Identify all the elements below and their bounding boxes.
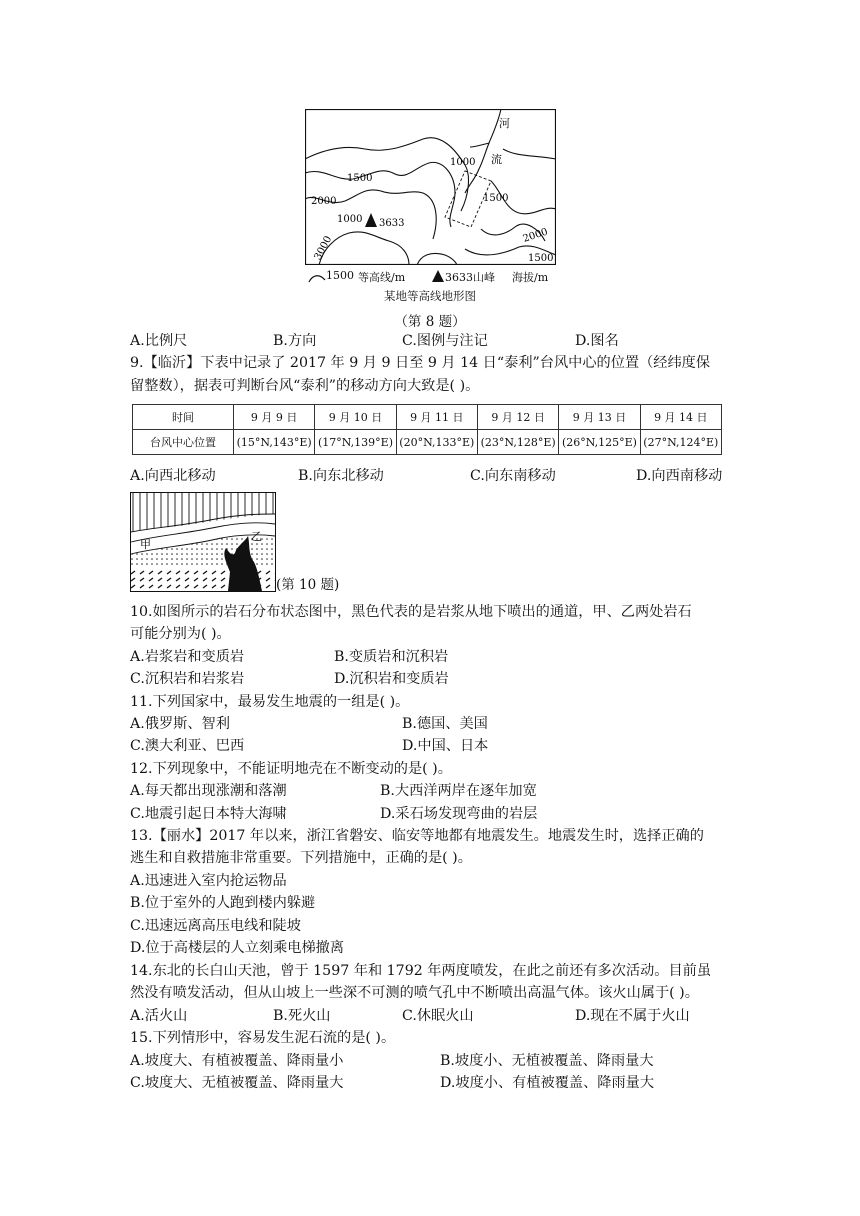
rock-label-jia: 甲 [140,538,151,551]
q12-option-c: C.地震引起日本特大海啸 [130,806,287,822]
table-header-cell: 台风中心位置 [133,430,234,455]
contour-line-icon [308,272,326,284]
legend-contour-value: 1500 [326,269,354,282]
q13-option-a: A.迅速进入室内抢运物品 [130,873,287,889]
contour-label: 1500 [483,193,509,204]
contour-label: 3000 [312,234,335,263]
contour-label: 2000 [311,196,337,207]
q12-option-b: B.大西洋两岸在逐年加宽 [380,783,537,799]
contour-label: 1000 [450,157,476,168]
q8-option-c: C.图例与注记 [402,333,488,349]
table-row [133,430,722,455]
q9-option-d: D.向西南移动 [636,468,723,484]
contour-label: 1500 [347,173,373,184]
q8-option-a: A.比例尺 [130,333,188,349]
q15-stem: 15.下列情形中，容易发生泥石流的是( )。 [130,1030,396,1046]
q15-option-c: C.坡度大、无植被覆盖、降雨量大 [130,1075,344,1091]
q11-stem: 11.下列国家中，最易发生地震的一组是( )。 [130,694,410,710]
table-cell: (17°N,139°E) [315,430,396,455]
river-label-2: 流 [491,153,502,166]
q12-stem: 12.下列现象中，不能证明地壳在不断变动的是( )。 [130,761,452,777]
table-cell: (26°N,125°E) [559,430,640,455]
q9-stem-line1: 9.【临沂】下表中记录了 2017 年 9 月 9 日至 9 月 14 日“泰利”台风中心的位置（经纬度保 [130,355,711,371]
contour-map-figure [305,109,556,265]
table-cell: 9 月 11 日 [396,405,477,430]
q8-option-d: D.图名 [575,333,619,349]
q9-option-c: C.向东南移动 [470,468,556,484]
q13-stem-line1: 13.【丽水】2017 年以来，浙江省磐安、临安等地都有地震发生。地震发生时，选择正确的 [130,828,704,844]
q11-option-d: D.中国、日本 [402,738,489,754]
rock-distribution-figure [130,492,276,592]
q14-stem-line1: 14.东北的长白山天池，曾于 1597 年和 1792 年两度喷发，在此之前还有多次活动。目前虽 [130,963,712,979]
q11-option-c: C.澳大利亚、巴西 [130,738,245,754]
q14-option-d: D.现在不属于火山 [575,1008,690,1024]
map-caption: 某地等高线地形图 [384,289,476,303]
q9-stem-line2: 留整数），据表可判断台风“泰利”的移动方向大致是( )。 [130,378,480,394]
q15-option-b: B.坡度小、无植被覆盖、降雨量大 [440,1053,654,1069]
q13-option-b: B.位于室外的人跑到楼内躲避 [130,895,316,911]
table-cell: (15°N,143°E) [234,430,315,455]
table-cell: (27°N,124°E) [640,430,721,455]
table-cell: (23°N,128°E) [477,430,558,455]
legend-altitude-text: 海拔/m [512,271,549,284]
table-cell: 9 月 13 日 [559,405,640,430]
rock-label-yi: 乙 [251,530,262,543]
q12-option-a: A.每天都出现涨潮和落潮 [130,783,287,799]
figure-label-q10: (第 10 题) [276,577,340,593]
q13-option-c: C.迅速远离高压电线和陡坡 [130,918,301,934]
q10-stem-line1: 10.如图所示的岩石分布状态图中，黑色代表的是岩浆从地下喷出的通道，甲、乙两处岩石 [130,604,692,620]
q11-option-b: B.德国、美国 [402,716,488,732]
legend-peak-text: 3633山峰 [445,271,495,284]
q14-option-b: B.死火山 [273,1008,331,1024]
q10-stem-line2: 可能分别为( )。 [130,626,231,642]
q15-option-d: D.坡度小、有植被覆盖、降雨量大 [440,1075,655,1091]
table-row [133,405,722,430]
peak-legend-icon [432,270,444,283]
q8-option-b: B.方向 [273,333,317,349]
q9-option-b: B.向东北移动 [298,468,384,484]
table-cell: (20°N,133°E) [396,430,477,455]
figure-label-q8: （第 8 题） [394,314,466,330]
q14-option-a: A.活火山 [130,1008,188,1024]
river-label-1: 河 [499,117,510,130]
legend-contour-text: 等高线/m [358,271,406,284]
q10-option-b: B.变质岩和沉积岩 [334,649,449,665]
q14-option-c: C.休眠火山 [402,1008,474,1024]
q15-option-a: A.坡度大、有植被覆盖、降雨量小 [130,1053,344,1069]
q11-option-a: A.俄罗斯、智利 [130,716,230,732]
q13-stem-line2: 逃生和自救措施非常重要。下列措施中，正确的是( )。 [130,850,472,866]
q10-option-c: C.沉积岩和岩浆岩 [130,671,245,687]
table-cell: 9 月 9 日 [234,405,315,430]
table-cell: 9 月 14 日 [640,405,721,430]
table-header-cell: 时间 [133,405,234,430]
q13-option-d: D.位于高楼层的人立刻乘电梯撤离 [130,940,345,956]
typhoon-table [132,404,722,455]
contour-label: 1500 [528,253,554,264]
q14-stem-line2: 然没有喷发活动，但从山坡上一些深不可测的喷气孔中不断喷出高温气体。该火山属于( )。 [130,985,699,1001]
map-legend [300,268,580,288]
peak-label: 3633 [379,218,405,229]
q10-option-a: A.岩浆岩和变质岩 [130,649,245,665]
q9-option-a: A.向西北移动 [130,468,216,484]
table-cell: 9 月 10 日 [315,405,396,430]
contour-label: 1000 [337,214,363,225]
table-cell: 9 月 12 日 [477,405,558,430]
q12-option-d: D.采石场发现弯曲的岩层 [380,806,538,822]
contour-label: 2000 [521,226,550,245]
q10-option-d: D.沉积岩和变质岩 [334,671,449,687]
